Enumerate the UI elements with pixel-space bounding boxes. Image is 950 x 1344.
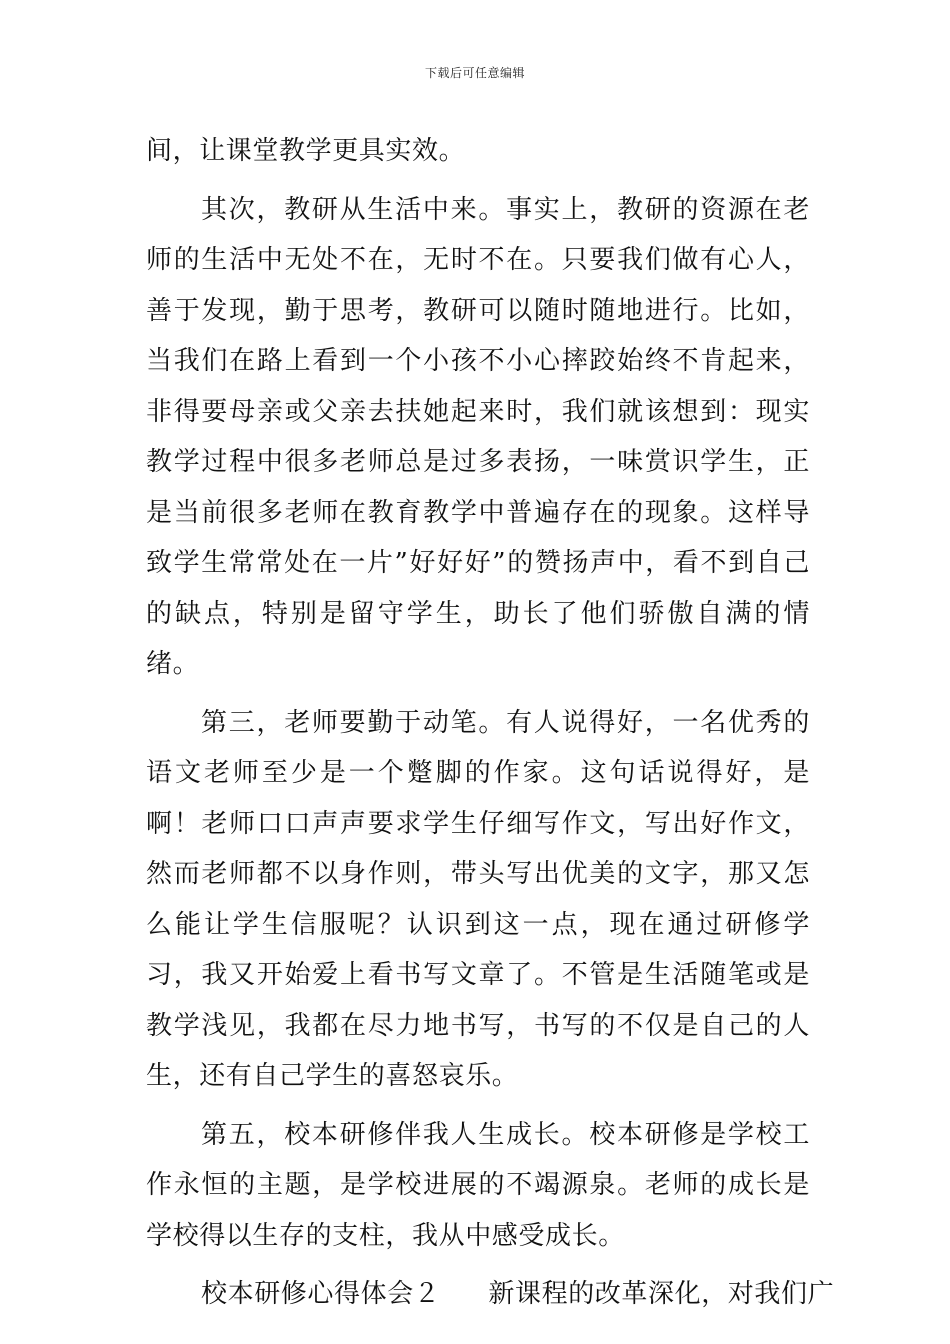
paragraph-continuation: 间，让课堂教学更具实效。 [146,136,466,166]
page-header-note: 下载后可任意编辑 [424,66,525,80]
section-title: 校本研修心得体会２ [201,1279,441,1309]
paragraph-second-point: 其次，教研从生活中来。事实上，教研的资源在老师的生活中无处不在，无时不在。只要我们做有心人，善于发现，勤于思考，教研可以随时随地进行。比如，当我们在路上看到一个小孩不小心摔跤始终不肯起来，非得要母亲或父亲去扶她起来时，我们就该想到：现实教学过程中很多老师总是过多表扬，一味赏识学生，正是当前很多老师在教育教学中普遍存在的现象。这样导致学生常常处在一片”好好好”的赞扬声中，看不到自己的缺点，特别是留守学生，助长了他们骄傲自满的情绪。 [146,194,810,679]
paragraph-fifth-point: 第五，校本研修伴我人生成长。校本研修是学校工作永恒的主题，是学校进展的不竭源泉。老师的成长是学校得以生存的支柱，我从中感受成长。 [146,1119,810,1251]
paragraph-third-point: 第三，老师要勤于动笔。有人说得好，一名优秀的语文老师至少是一个蹩脚的作家。这句话说得好，是啊！老师口口声声要求学生仔细写作文，写出好作文，然而老师都不以身作则，带头写出优美的文字，那又怎么能让学生信服呢？认识到这一点，现在通过研修学习，我又开始爱上看书写文章了。不管是生活随笔或是教学浅见，我都在尽力地书写，书写的不仅是自己的人生，还有自己学生的喜怒哀乐。 [146,707,810,1091]
section-heading-line [146,1269,835,1320]
document-body [146,126,835,1320]
section-lead-text: 新课程的改革深化，对我们广 [488,1279,835,1309]
